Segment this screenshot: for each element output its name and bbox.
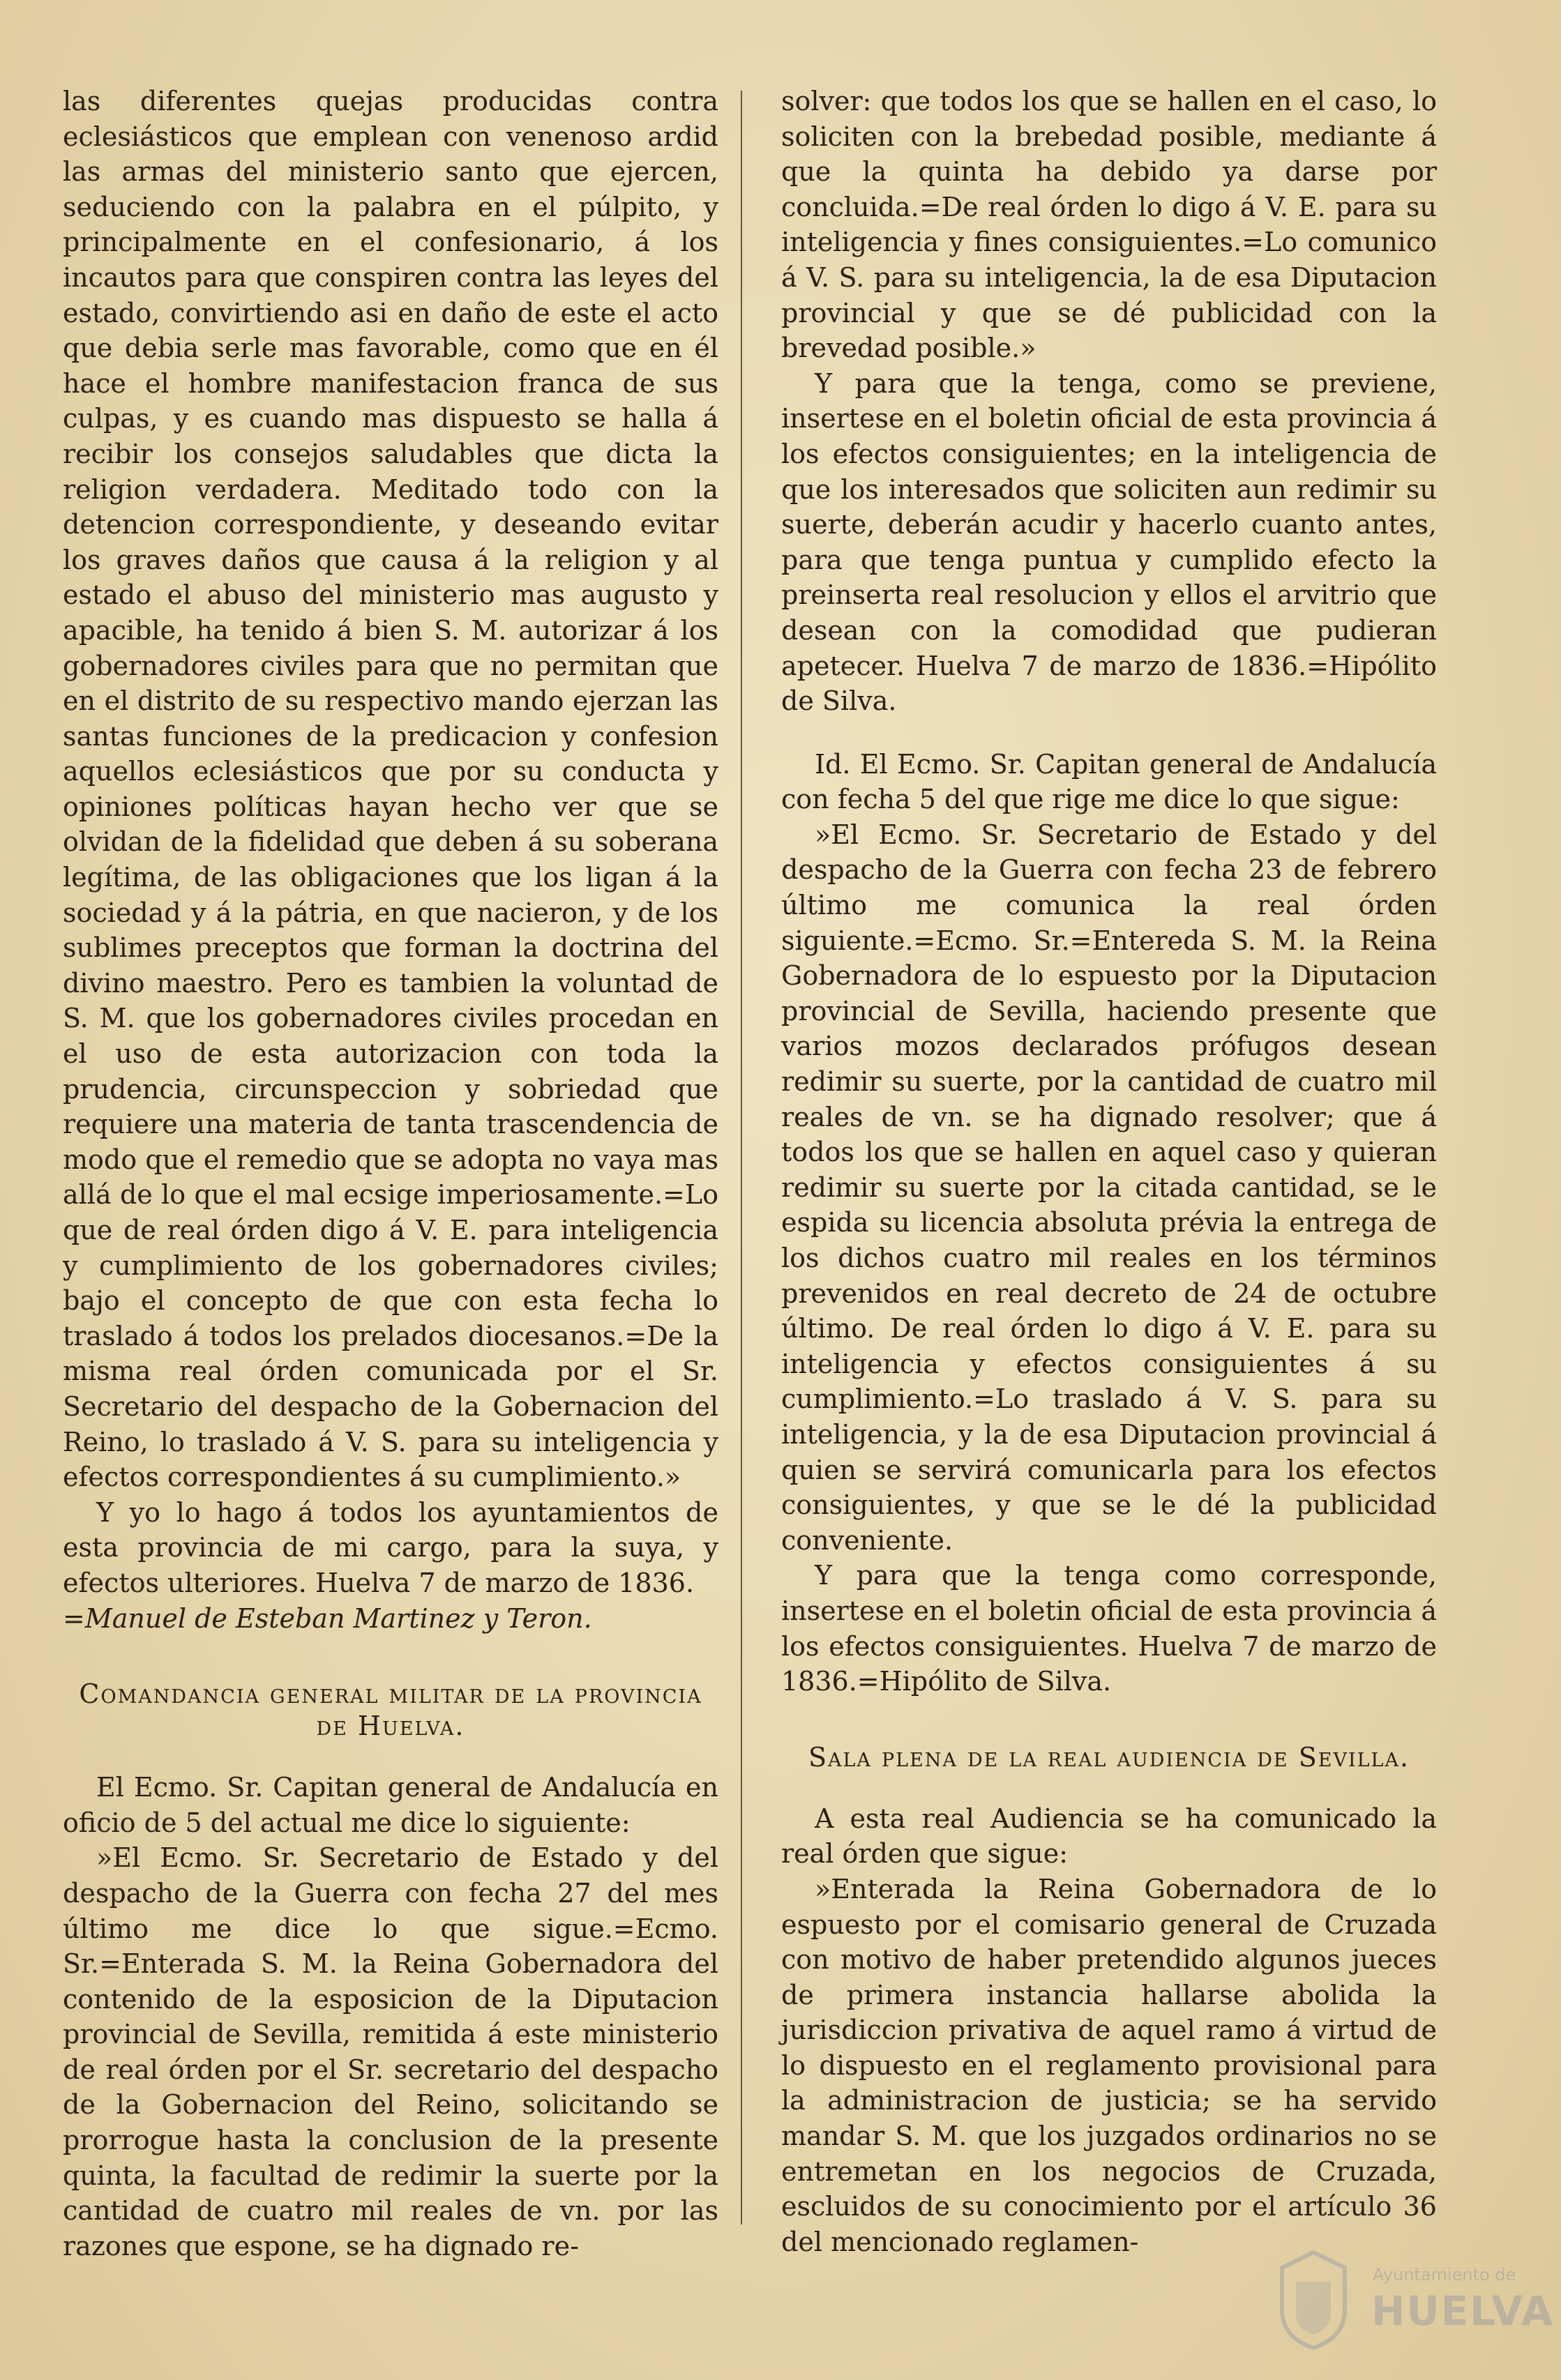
right-paragraph-7: »Enterada la Reina Gobernadora de lo espuesto por el comisario general de Cruzada con motivo de haber pretendido algunos jueces de primera instancia hallarse abolida la jurisdiccion privativa de aquel ramo á virtud de lo dispuesto en el reglamento provisional para la administracion de justicia; se ha servido mandar S. M. que los juzgados ordinarios no se entremetan en los negocios de Cruzada, escluidos de su conocimiento por el artículo 36 del mencionado reglamen-: [781, 1873, 1437, 2257]
right-gap: [781, 719, 1437, 747]
right-paragraph-1: solver: que todos los que se hallen en el caso, lo soliciten con la brebedad posible, mediante á que la quinta ha debido ya darse por concluida.=De real órden lo digo á V. E. para su inteligencia y fines consiguientes.=Lo comunico á V. S. para su inteligencia, la de esa Diputacion provincial y que se dé publicidad con la brevedad posible.»: [781, 86, 1437, 364]
right-paragraph-2: Y para que la tenga, como se previene, insertese en el boletin oficial de esta provincia á los efectos consiguientes; en la inteligencia de que los interesados que soliciten aun redimir su suerte, deberán acudir y hacerlo cuanto antes, para que tenga puntua y cumplido efecto la preinserta real resolucion y ellos el arvitrio que desean con la comodidad que pudieran apetecer. Huelva 7 de marzo de 1836.=Hipólito de Silva.: [781, 367, 1437, 717]
column-divider: [741, 91, 742, 2224]
right-paragraph-5: Y para que la tenga como corresponde, insertese en el boletin oficial de esta provincia á los efectos consiguientes. Huelva 7 de marzo de 1836.=Hipólito de Silva.: [781, 1560, 1437, 1697]
right-paragraph-3: Id. El Ecmo. Sr. Capitan general de Andalucía con fecha 5 del que rige me dice lo que sigue:: [781, 748, 1437, 815]
left-paragraph-2: Y yo lo hago á todos los ayuntamientos de esta provincia de mi cargo, para la suya, y efectos ulteriores. Huelva 7 de marzo de 1836.: [63, 1496, 718, 1598]
section-heading-sala-plena: Sala plena de la real audiencia de Sevilla.: [808, 1741, 1410, 1773]
left-column: [63, 84, 718, 2264]
left-paragraph-1: las diferentes quejas producidas contra eclesiásticos que emplean con venenoso ardid las armas del ministerio santo que ejercen, seduciendo con la palabra en el púlpito, y principalmente en el confesionario, á los incautos para que conspiren contra las leyes del estado, convirtiendo asi en daño de este el acto que debia serle mas favorable, como que en él hace el hombre manifestacion franca de sus culpas, y es cuando mas dispuesto se halla á recibir los consejos saludables que dicta la religion verdadera. Meditado todo con la detencion correspondiente, y deseando evitar los graves daños que causa á la religion y al estado el abuso del ministerio mas augusto y apacible, ha tenido á bien S. M. autorizar á los gobernadores civiles para que no permitan que en el distrito de su respectivo mando ejerzan las santas funciones de la predicacion y confesion aquellos eclesiásticos que por su conducta y opiniones políticas hayan hecho ver que se olvidan de la fidelidad que deben á su soberana legítima, de las obligaciones que los ligan á la sociedad y á la pátria, en que nacieron, y de los sublimes preceptos que forman la doctrina del divino maestro. Pero es tambien la voluntad de S. M. que los gobernadores civiles procedan en el uso de esta autorizacion con toda la prudencia, circunspeccion y sobriedad que requiere una materia de tanta trascendencia de modo que el remedio que se adopta no vaya mas allá de lo que el mal ecsige imperiosamente.=Lo que de real órden digo á V. E. para inteligencia y cumplimiento de los gobernadores civiles; bajo el concepto de que con esta fecha lo traslado á todos los prelados diocesanos.=De la misma real órden comunicada por el Sr. Secretario del despacho de la Gobernacion del Reino, lo traslado á V. S. para su inteligencia y efectos correspondientes á su cumplimiento.»: [63, 86, 718, 1493]
section-heading-comandancia: Comandancia general militar de la provincia de Huelva.: [79, 1678, 702, 1742]
left-paragraph-4: »El Ecmo. Sr. Secretario de Estado y del despacho de la Guerra con fecha 27 del mes último me dice lo que sigue.=Ecmo. Sr.=Enterada S. M. la Reina Gobernadora del contenido de la esposicion de la Diputacion provincial de Sevilla, remitida á este ministerio de real órden por el Sr. secretario del despacho de la Gobernacion del Reino, solicitando se prorrogue hasta la conclusion de la presente quinta, la facultad de redimir la suerte por la cantidad de cuatro mil reales de vn. por las razones que espone, se ha dignado re-: [63, 1842, 718, 2261]
watermark-logo: [1275, 2247, 1555, 2351]
right-paragraph-6: A esta real Audiencia se ha comunicado la real órden que sigue:: [781, 1803, 1437, 1870]
right-column: [781, 84, 1437, 2259]
right-paragraph-4: »El Ecmo. Sr. Secretario de Estado y del despacho de la Guerra con fecha 23 de febrero último me comunica la real órden siguiente.=Ecmo. Sr.=Entereda S. M. la Reina Gobernadora de lo espuesto por la Diputacion provincial de Sevilla, haciendo presente que varios mozos declarados prófugos desean redimir su suerte, por la cantidad de cuatro mil reales de vn. se ha dignado resolver; que á todos los que se hallen en aquel caso y quieran redimir su suerte por la citada cantidad, se le espida su licencia absoluta prévia la entrega de los dichos cuatro mil reales en los términos prevenidos en real decreto de 24 de octubre último. De real órden lo digo á V. E. para su inteligencia y efectos consiguientes á su cumplimiento.=Lo traslado á V. S. para su inteligencia, y la de esa Diputacion provincial á quien se servirá comunicarla para los efectos consiguientes, y que se le dé la publicidad conveniente.: [781, 819, 1437, 1556]
watermark-small-text: Ayuntamiento de: [1373, 2265, 1516, 2284]
left-signature: =Manuel de Esteban Martinez y Teron.: [63, 1602, 592, 1634]
left-paragraph-3: El Ecmo. Sr. Capitan general de Andalucía en oficio de 5 del actual me dice lo siguiente:: [63, 1772, 718, 1838]
watermark-big-text: HUELVA: [1371, 2287, 1555, 2335]
city-shield-icon: [1275, 2247, 1352, 2351]
